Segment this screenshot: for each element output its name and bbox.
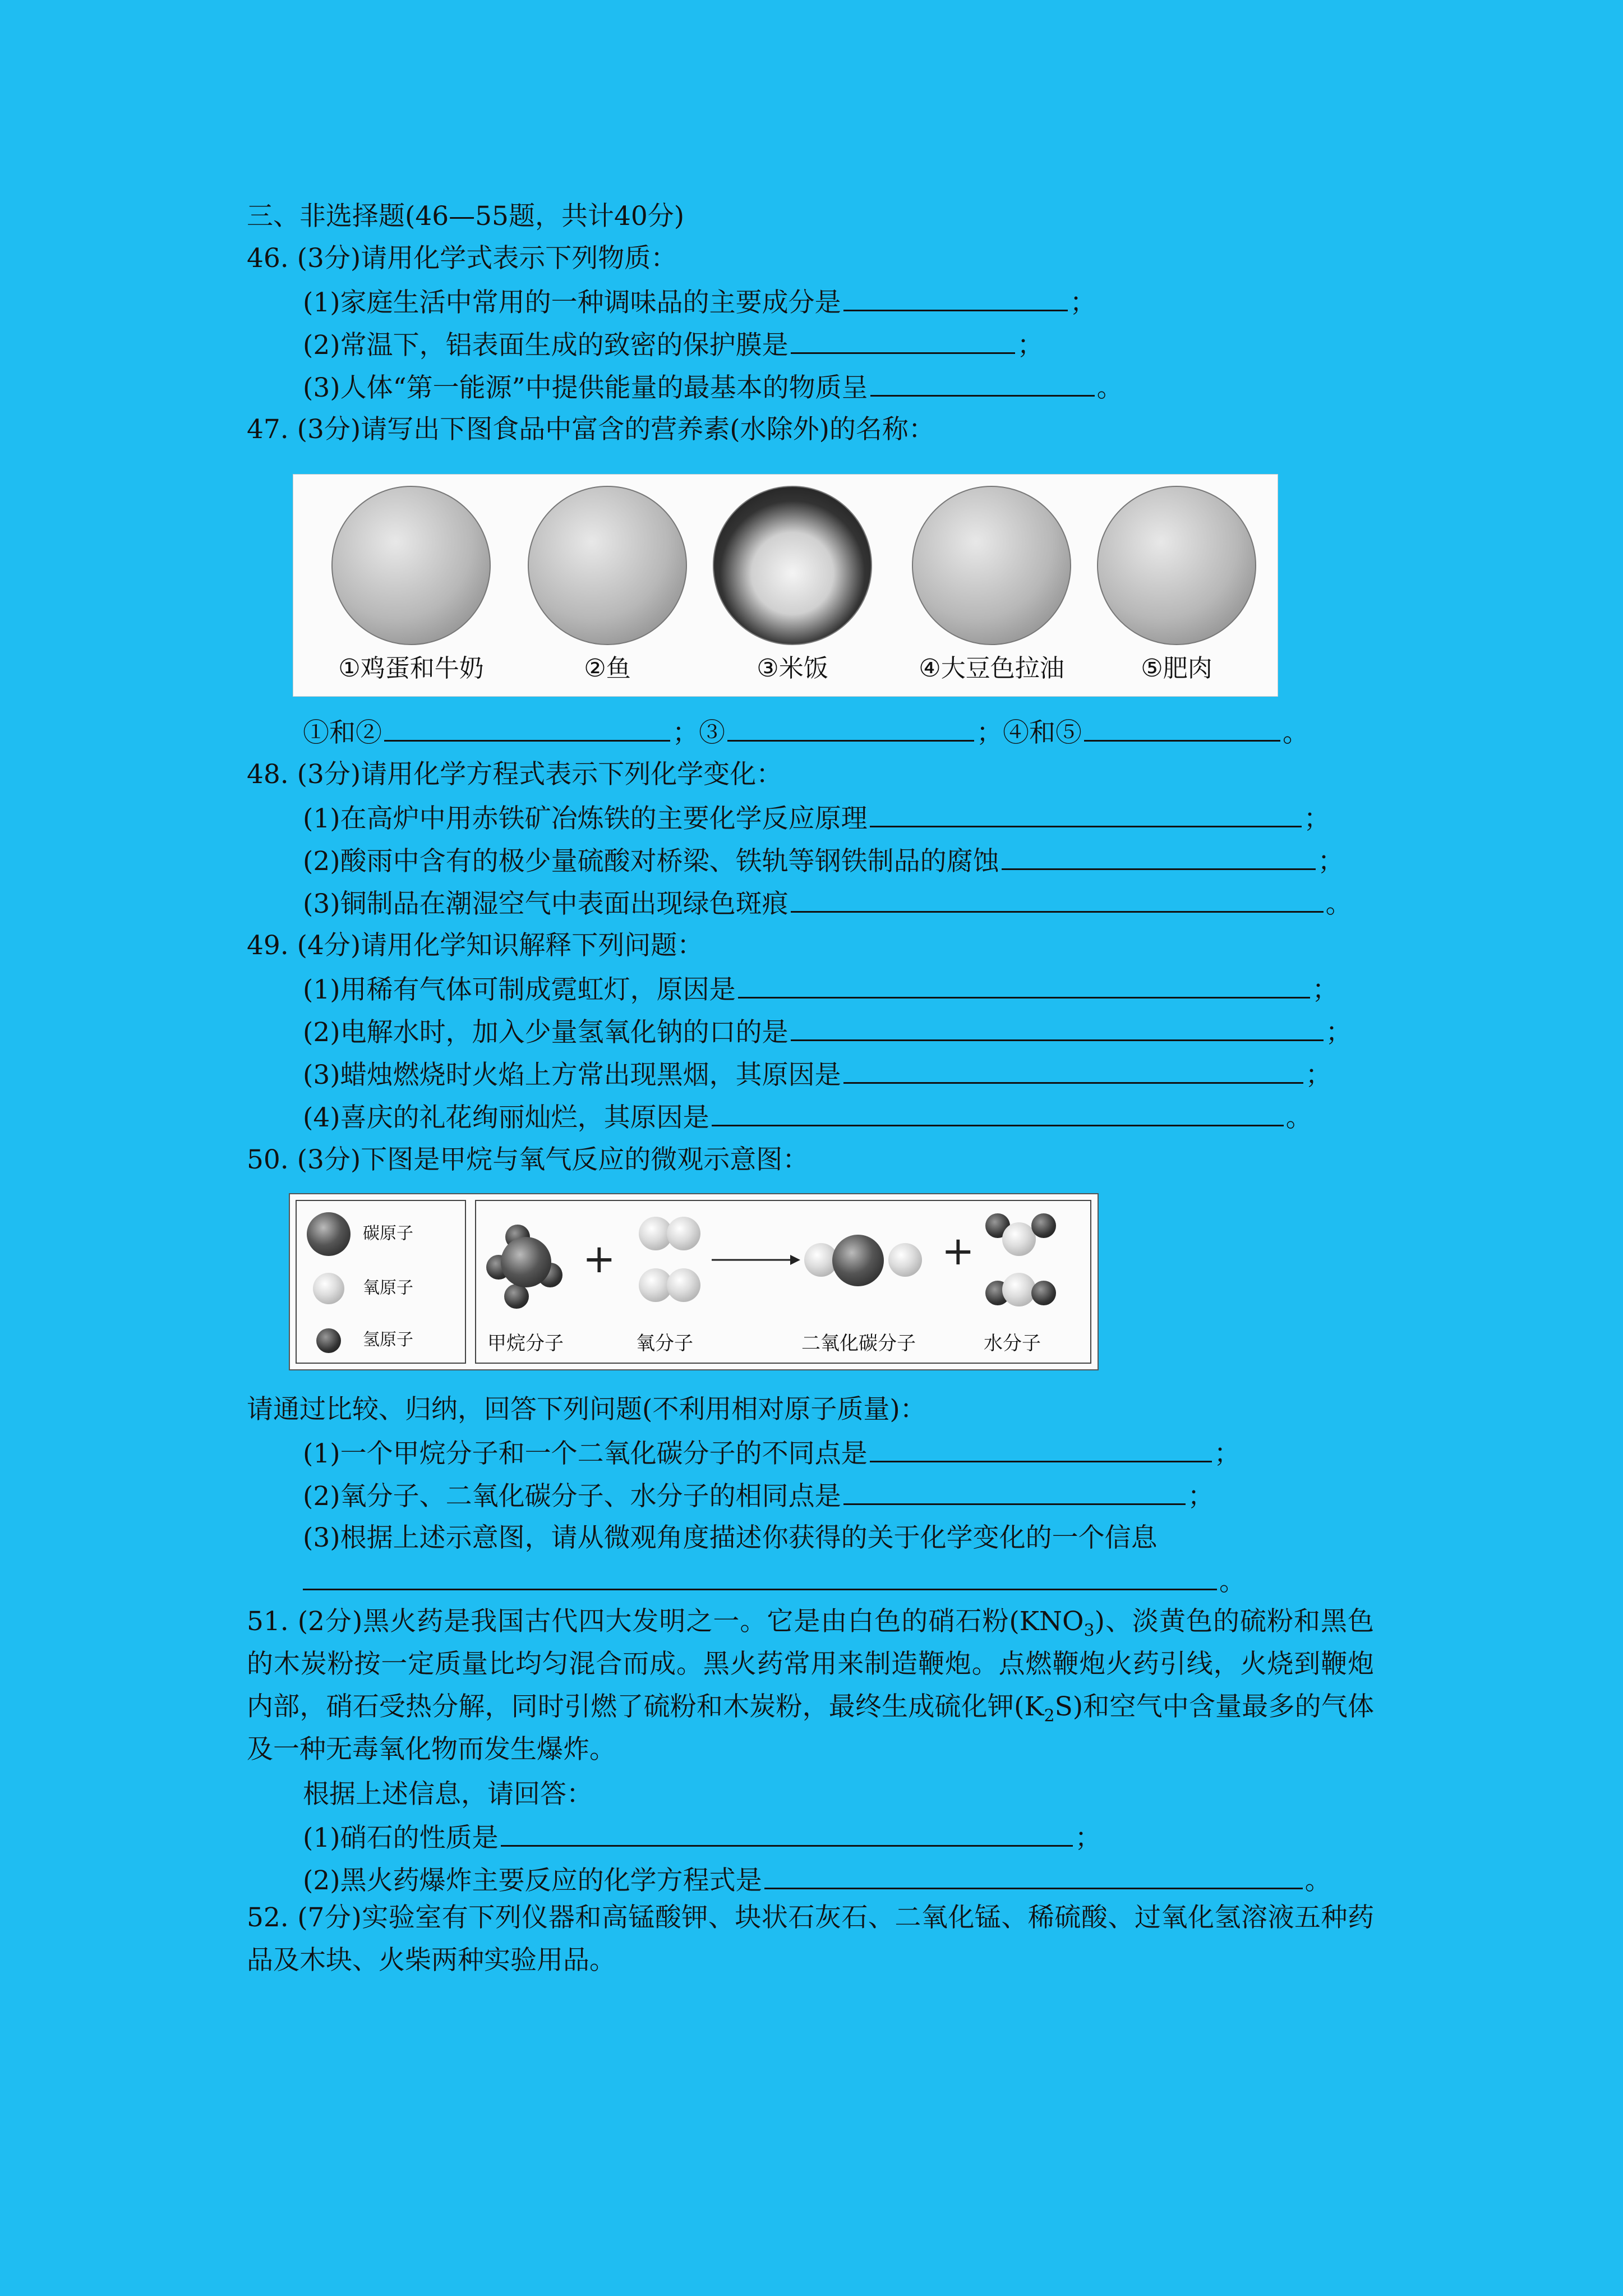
answer-blank[interactable] <box>501 1820 1073 1847</box>
methane-label: 甲烷分子 <box>487 1332 564 1355</box>
q48-stem: 48. (3分)请用化学方程式表示下列化学变化： <box>247 759 783 790</box>
q50-part2: (2)氧分子、二氧化碳分子、水分子的相同点是 ； <box>303 1479 1214 1513</box>
q48-part1: (1)在高炉中用赤铁矿冶炼铁的主要化学反应原理 ； <box>303 801 1330 836</box>
answer-blank[interactable] <box>870 370 1095 397</box>
food-image <box>331 486 491 645</box>
answer-blank[interactable] <box>843 1479 1186 1505</box>
oxygen-atom <box>667 1268 700 1302</box>
food-caption: ⑤肥肉 <box>1141 654 1212 683</box>
food-caption: ③米饭 <box>757 654 828 683</box>
food-caption: ④大豆色拉油 <box>919 654 1064 683</box>
food-image <box>528 486 687 645</box>
molecule-diagram <box>289 1193 1099 1370</box>
q49-part4: (4)喜庆的礼花绚丽灿烂，其原因是 。 <box>303 1100 1312 1135</box>
carbon-atom-icon <box>307 1212 351 1256</box>
food-soybean-oil <box>910 486 1073 684</box>
q51-part1: (1)硝石的性质是 ； <box>303 1820 1101 1855</box>
food-figure <box>293 474 1278 697</box>
food-image <box>912 486 1071 645</box>
food-caption: ②鱼 <box>584 654 631 683</box>
oxygen-atom <box>1002 1273 1036 1306</box>
q50-intro: 请通过比较、归纳，回答下列问题(不利用相对原子质量)： <box>247 1394 926 1425</box>
q50-part1: (1)一个甲烷分子和一个二氧化碳分子的不同点是 ； <box>303 1436 1241 1471</box>
q50-part3-answer: 。 <box>303 1564 1246 1599</box>
q46-stem: 46. (3分)请用化学式表示下列物质： <box>247 243 677 274</box>
q46-part2: (2)常温下，铝表面生成的致密的保护膜是 ； <box>303 328 1044 362</box>
food-image <box>713 486 872 645</box>
q46-part3: (3)人体“第一能源”中提供能量的最基本的物质呈 。 <box>303 370 1123 405</box>
answer-blank[interactable] <box>843 285 1068 311</box>
answer-blank[interactable] <box>791 328 1015 354</box>
answer-blank[interactable] <box>1002 844 1316 870</box>
q51-part2: (2)黑火药爆炸主要反应的化学方程式是 。 <box>303 1863 1331 1898</box>
reaction-arrow-icon <box>712 1251 801 1268</box>
hydrogen-atom <box>1031 1281 1056 1305</box>
q49-part3: (3)蜡烛燃烧时火焰上方常出现黑烟，其原因是 ； <box>303 1057 1332 1092</box>
oxygen-atom <box>888 1243 922 1277</box>
answer-blank[interactable] <box>843 1057 1303 1084</box>
q49-stem: 49. (4分)请用化学知识解释下列问题： <box>247 930 704 961</box>
plus-sign: + <box>942 1228 975 1274</box>
q51-intro: 根据上述信息，请回答： <box>303 1779 593 1810</box>
answer-blank[interactable] <box>303 1564 1217 1590</box>
q47-answers: ①和② ；③ ；④和⑤ 。 <box>303 715 1309 750</box>
answer-blank[interactable] <box>791 886 1324 913</box>
q50-stem: 50. (3分)下图是甲烷与氧气反应的微观示意图： <box>247 1144 809 1175</box>
food-caption: ①鸡蛋和牛奶 <box>338 654 484 683</box>
legend-oxygen: 氧原子 <box>307 1273 413 1304</box>
q49-part2: (2)电解水时，加入少量氢氧化钠的口的是 ； <box>303 1015 1352 1050</box>
answer-blank[interactable] <box>738 972 1310 999</box>
section-heading: 三、非选择题(46—55题，共计40分) <box>247 201 685 232</box>
q52-passage: 52. (7分)实验室有下列仪器和高锰酸钾、块状石灰石、二氧化锰、稀硫酸、过氧化氢溶液五种药品及木块、火柴两种实验用品。 <box>247 1902 1374 1976</box>
answer-blank[interactable] <box>727 715 974 742</box>
atom-legend <box>296 1200 466 1364</box>
hydrogen-atom-icon <box>316 1328 341 1353</box>
hydrogen-atom <box>1031 1213 1056 1238</box>
answer-blank[interactable] <box>1084 715 1280 742</box>
answer-blank[interactable] <box>791 1015 1324 1041</box>
q48-part3: (3)铜制品在潮湿空气中表面出现绿色斑痕 。 <box>303 886 1352 921</box>
oxygen-atom <box>667 1217 700 1250</box>
answer-blank[interactable] <box>870 801 1302 827</box>
q51-passage: 51. (2分)黑火药是我国古代四大发明之一。它是由白色的硝石粉$(KNO_3)$、淡黄色的硫粉和黑色的木炭粉按一定质量比均匀混合而成。黑火药常用来制造鞭炮。点燃鞭炮火药引线，火烧到鞭炮内部，硝石受热分解，同时引燃了硫粉和木炭粉，最终生成硫化钾$(K_2S)$和空气中含量最多的气体及一种无毒氧化物而发生爆炸。 <box>247 1606 1374 1765</box>
q46-part1: (1)家庭生活中常用的一种调味品的主要成分是 ； <box>303 285 1096 320</box>
legend-hydrogen: 氢原子 <box>307 1326 413 1353</box>
food-fatty-meat <box>1095 486 1258 684</box>
food-rice <box>711 486 874 684</box>
legend-carbon: 碳原子 <box>307 1212 413 1256</box>
answer-blank[interactable] <box>870 1436 1212 1462</box>
q50-part3: (3)根据上述示意图，请从微观角度描述你获得的关于化学变化的一个信息 <box>303 1522 1158 1553</box>
answer-blank[interactable] <box>764 1863 1303 1889</box>
answer-blank[interactable] <box>712 1100 1284 1126</box>
food-fish <box>526 486 689 684</box>
q47-stem: 47. (3分)请写出下图食品中富含的营养素(水除外)的名称： <box>247 414 935 445</box>
water-label: 水分子 <box>984 1332 1041 1355</box>
q49-part1: (1)用稀有气体可制成霓虹灯，原因是 ； <box>303 972 1339 1007</box>
food-image <box>1097 486 1256 645</box>
plus-sign: + <box>583 1236 616 1282</box>
food-eggs-milk <box>330 486 492 684</box>
oxygen-atom <box>1002 1222 1036 1256</box>
answer-blank[interactable] <box>384 715 670 742</box>
carbon-atom <box>832 1235 884 1286</box>
oxygen-label: 氧分子 <box>636 1332 693 1355</box>
reaction-panel <box>475 1200 1091 1364</box>
q48-part2: (2)酸雨中含有的极少量硫酸对桥梁、铁轨等钢铁制品的腐蚀 ； <box>303 844 1344 878</box>
carbon-atom <box>501 1237 551 1287</box>
co2-label: 二氧化碳分子 <box>801 1332 916 1355</box>
oxygen-atom-icon <box>313 1273 344 1304</box>
hydrogen-atom <box>504 1284 529 1309</box>
